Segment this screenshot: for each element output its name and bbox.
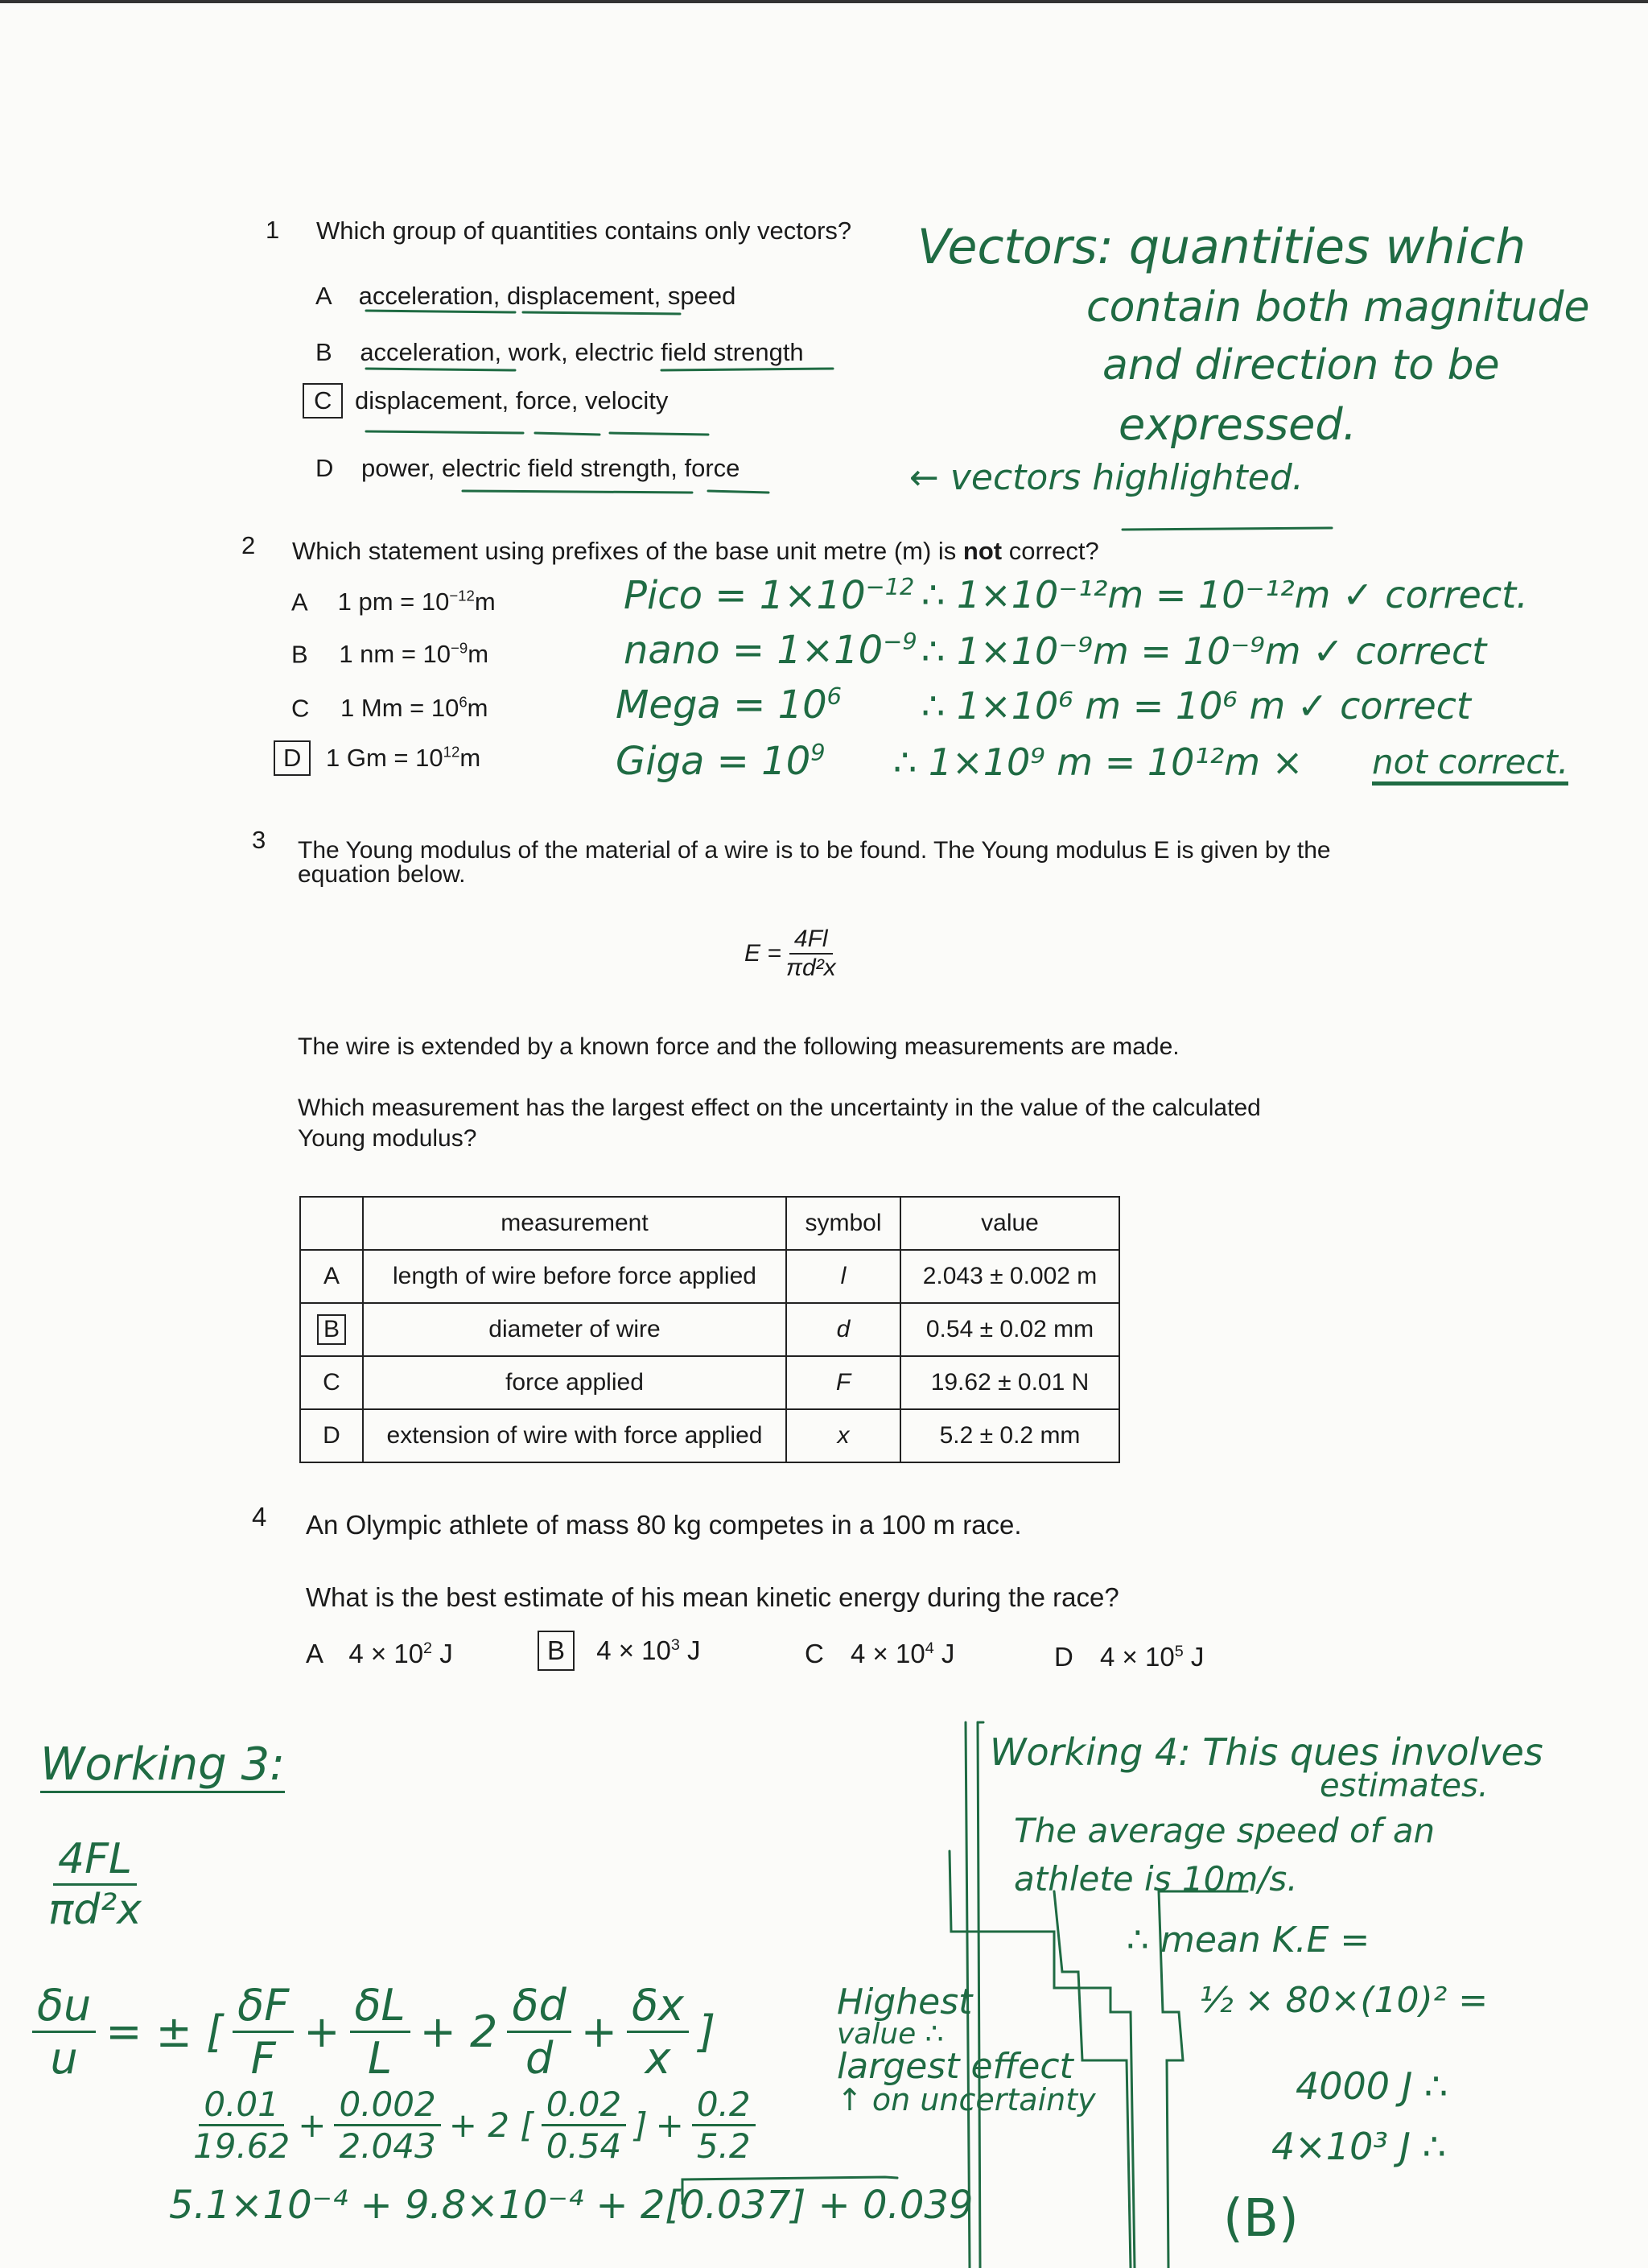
option-text: acceleration, work, electric field strength xyxy=(360,338,804,366)
q1-number: 1 xyxy=(266,216,280,244)
table-header-row xyxy=(300,1197,1119,1250)
underline-force-d xyxy=(708,491,768,493)
q1-note-arrow: ← vectors highlighted. xyxy=(909,457,1304,498)
q2-prefix-c: Mega = $10^6$ xyxy=(616,682,842,728)
option-text: $4 \times 10^5$ J xyxy=(1100,1642,1205,1672)
table-row[interactable] xyxy=(300,1356,1119,1409)
underline-field-strength-d xyxy=(463,491,692,493)
selected-answer-box: B xyxy=(538,1631,575,1671)
underline-force xyxy=(535,433,599,435)
header-value: value xyxy=(900,1197,1119,1250)
row-letter: C xyxy=(300,1356,363,1409)
table-row[interactable] xyxy=(300,1303,1119,1356)
q2-option-b[interactable] xyxy=(291,640,488,669)
option-letter: B xyxy=(291,640,308,669)
working3-result: 5.1×10⁻⁴ + 9.8×10⁻⁴ + 2[0.037] + 0.039 xyxy=(169,2183,974,2228)
selected-answer-box: B xyxy=(317,1314,346,1345)
q2-option-a[interactable] xyxy=(291,588,496,616)
q3-text-2: equation below. xyxy=(298,861,466,888)
row-symbol: x xyxy=(786,1409,900,1462)
underline-acceleration-b xyxy=(366,369,515,370)
q4-text-1: An Olympic athlete of mass 80 kg competes in a 100 m race. xyxy=(306,1510,1022,1540)
row-value: 19.62 ± 0.01 N xyxy=(900,1356,1119,1409)
row-symbol: F xyxy=(786,1356,900,1409)
option-letter: C xyxy=(291,694,310,723)
option-letter: C xyxy=(805,1639,824,1668)
q2-number: 2 xyxy=(241,531,256,559)
option-text: acceleration, displacement, speed xyxy=(358,282,736,310)
working3-title: Working 3: xyxy=(40,1738,285,1793)
q4-number: 4 xyxy=(252,1502,267,1532)
row-measurement: length of wire before force applied xyxy=(363,1250,786,1303)
row-value: 0.54 ± 0.02 mm xyxy=(900,1303,1119,1356)
working4-answer: (B) xyxy=(1223,2189,1299,2249)
working4-line7: 4000 J ∴ xyxy=(1296,2064,1448,2108)
q1-option-d[interactable] xyxy=(315,454,740,483)
q1-note-line3: and direction to be xyxy=(1102,341,1500,390)
q4-option-d[interactable] xyxy=(1054,1642,1204,1672)
option-text: 1 pm = $10^{-12}m$ xyxy=(337,588,496,616)
q2-work-b: ∴ 1×10⁻⁹m = 10⁻⁹m ✓ correct xyxy=(921,629,1487,673)
q1-note-line1: Vectors: quantities which xyxy=(917,219,1526,275)
q3-equation: E = $\frac{4Fl}{\text{πd²x}}$ xyxy=(744,926,836,981)
row-measurement: force applied xyxy=(363,1356,786,1409)
row-letter: A xyxy=(300,1250,363,1303)
working4-line4: athlete is 10m/s. xyxy=(1014,1859,1298,1899)
q2-prefix-d: Giga = $10^9$ xyxy=(616,739,826,784)
header-symbol: symbol xyxy=(786,1197,900,1250)
working4-title: Working 4: This ques involves xyxy=(990,1730,1543,1774)
option-text: $4 \times 10^3$ J xyxy=(596,1635,701,1665)
q2-work-a: ∴ 1×10⁻¹²m = 10⁻¹²m ✓ correct. xyxy=(921,573,1528,616)
working4-line3: The average speed of an xyxy=(1014,1811,1436,1850)
q1-option-c[interactable] xyxy=(303,383,668,419)
table-row[interactable] xyxy=(300,1409,1119,1462)
underline-displacement xyxy=(523,312,680,314)
working4-line2: estimates. xyxy=(1320,1767,1489,1804)
q4-option-c[interactable] xyxy=(805,1639,954,1669)
option-text: power, electric field strength, force xyxy=(361,454,740,482)
q2-work-d: ∴ 1×10⁹ m = 10¹²m × xyxy=(893,740,1304,784)
option-letter: A xyxy=(291,588,307,616)
option-letter: B xyxy=(315,338,332,366)
working3-substituted-values: $\frac{0.01}{19.62}$ + $\frac{0.002}{2.043}$ + 2 [ $\frac{0.02}{0.54}$ ] + $\frac{0.2}{5.2}$ xyxy=(193,2084,756,2166)
q3-text-4: Which measurement has the largest effect on the uncertainty in the value of the calculated xyxy=(298,1095,1261,1121)
working4-line5: ∴ mean K.E = xyxy=(1127,1920,1370,1961)
option-letter: A xyxy=(315,282,331,310)
option-text: displacement, force, velocity xyxy=(355,386,669,414)
working4-line6: ½ × 80×(10)² = xyxy=(1199,1980,1489,2021)
underline-velocity xyxy=(610,433,708,435)
option-letter: A xyxy=(306,1639,323,1668)
q3-measurement-table xyxy=(299,1196,1120,1463)
row-measurement: extension of wire with force applied xyxy=(363,1409,786,1462)
q3-number: 3 xyxy=(252,826,266,854)
scan-top-edge xyxy=(0,0,1648,3)
q2-not-correct: not correct. xyxy=(1372,742,1568,786)
row-measurement: diameter of wire xyxy=(363,1303,786,1356)
q4-option-b[interactable] xyxy=(538,1631,701,1671)
selected-answer-box: D xyxy=(274,740,311,776)
q4-option-a[interactable] xyxy=(306,1639,453,1669)
option-text: 1 $Gm = 10^{12}m$ xyxy=(326,743,481,772)
row-symbol: d xyxy=(786,1303,900,1356)
underline-displacement-c xyxy=(366,431,523,433)
q1-note-line2: contain both magnitude xyxy=(1086,283,1590,332)
underline-acceleration xyxy=(366,311,515,312)
q2-work-c: ∴ 1×10⁶ m = 10⁶ m ✓ correct xyxy=(921,684,1471,728)
q3-text-1: The Young modulus of the material of a wire is to be found. The Young modulus E is given by the xyxy=(298,837,1331,864)
underline-field-strength xyxy=(661,369,833,370)
option-text: $4 \times 10^4$ J xyxy=(851,1639,955,1668)
q1-option-b[interactable] xyxy=(315,338,804,367)
q2-prefix-b: nano = $1\times 10^{-9}$ xyxy=(624,628,917,673)
q3-text-3: The wire is extended by a known force and the following measurements are made. xyxy=(298,1033,1180,1060)
row-letter: D xyxy=(300,1409,363,1462)
q1-option-a[interactable] xyxy=(315,282,735,311)
row-value: 2.043 ± 0.002 m xyxy=(900,1250,1119,1303)
q2-option-c[interactable] xyxy=(291,694,488,723)
row-symbol: l xyxy=(786,1250,900,1303)
q4-text-2: What is the best estimate of his mean kinetic energy during the race? xyxy=(306,1582,1119,1612)
row-letter xyxy=(300,1303,363,1356)
working3-formula: $\frac{4FL}{\text{πd²x}}$ xyxy=(48,1835,142,1934)
header-measurement: measurement xyxy=(363,1197,786,1250)
row-value: 5.2 ± 0.2 mm xyxy=(900,1409,1119,1462)
option-text: 1 $Mm = 10^6m$ xyxy=(340,694,488,723)
working3-uncertainty-equation: $\frac{\delta u}{u}$ = ± [ $\frac{\delta F}{F}$ + $\frac{\delta L}{L}$ + 2 $\frac{\delta d}{d}$ + $\frac{\delta x}{x}$ ] xyxy=(32,1980,715,2084)
q1-note-line4: expressed. xyxy=(1119,399,1357,450)
q3-text-5: Young modulus? xyxy=(298,1125,477,1152)
q2-option-d[interactable] xyxy=(274,740,480,776)
q2-prefix-a: Pico = $1\times 10^{-12}$ xyxy=(624,573,915,618)
working3-highest-note: Highest value ∴ largest effect ↑ on uncertainty xyxy=(837,1981,1096,2117)
option-text: $4 \times 10^2$ J xyxy=(348,1639,453,1668)
working4-line8: 4×10³ J ∴ xyxy=(1271,2125,1446,2168)
option-letter: D xyxy=(1054,1642,1073,1672)
selected-answer-box: C xyxy=(303,383,343,419)
option-letter: D xyxy=(315,454,334,482)
underline-highlighted xyxy=(1123,528,1332,530)
option-text: 1 nm = $10^{-9}m$ xyxy=(339,640,489,669)
table-row[interactable] xyxy=(300,1250,1119,1303)
q1-text: Which group of quantities contains only vectors? xyxy=(316,216,852,245)
q2-text: Which statement using prefixes of the base unit metre (m) is not correct? xyxy=(292,537,1099,565)
